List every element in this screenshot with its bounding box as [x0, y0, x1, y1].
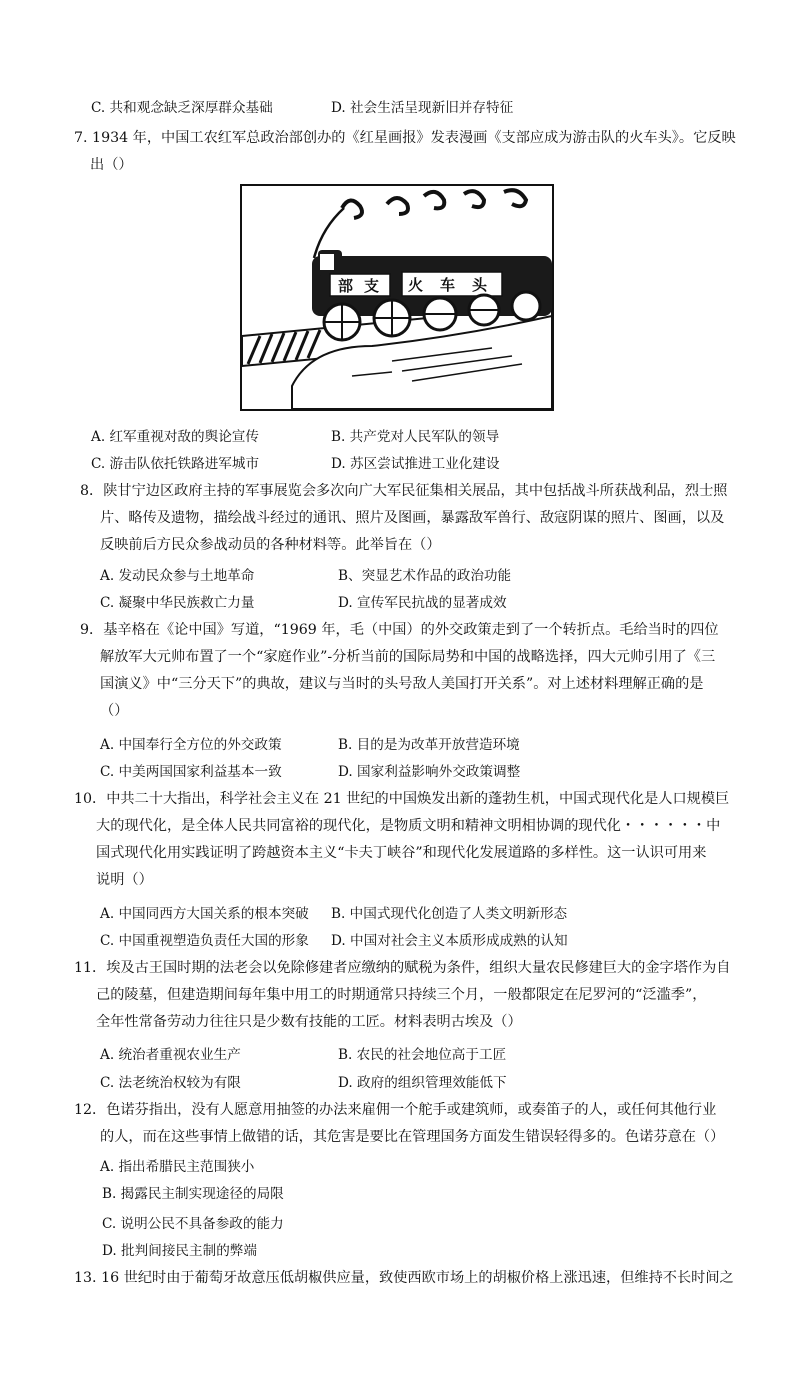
q9-option-d: D. 国家利益影响外交政策调整: [338, 764, 521, 780]
smoke-curl: [387, 198, 408, 214]
q11-stem-line-3: 全年性常备劳动力往往只是少数有技能的工匠。材料表明古埃及（）: [96, 1014, 522, 1030]
q6-option-c: C. 共和观念缺乏深厚群众基础: [91, 100, 273, 116]
q8-stem-line-2: 片、略传及遗物，描绘战斗经过的通讯、照片及图画，暴露敌军兽行、敌寇阴谋的照片、图画，以及: [100, 510, 725, 526]
q11-option-d: D. 政府的组织管理效能低下: [338, 1075, 507, 1091]
q11-option-a: A. 统治者重视农业生产: [100, 1047, 241, 1063]
q12-option-c: C. 说明公民不具备参政的能力: [102, 1216, 284, 1232]
train-cartoon-illustration: [242, 186, 552, 409]
q11-option-c: C. 法老统治权较为有限: [100, 1075, 241, 1091]
q9-stem-line-4: （）: [100, 703, 129, 719]
q9-option-a: A. 中国奉行全方位的外交政策: [100, 737, 282, 753]
q8-option-d: D. 宣传军民抗战的显著成效: [338, 595, 507, 611]
q10-stem-line-3: 国式现代化用实践证明了跨越资本主义“卡夫丁峡谷”和现代化发展道路的多样性。这一认识可用来: [96, 845, 707, 861]
q7-option-d: D. 苏区尝试推进工业化建设: [331, 456, 500, 472]
car-label-1: 支: [364, 277, 380, 295]
q10-option-b: B. 中国式现代化创造了人类文明新形态: [331, 906, 568, 922]
q10-option-a: A. 中国同西方大国关系的根本突破: [100, 906, 309, 922]
q7-stem-line-1: 7. 1934 年，中国工农红军总政治部创办的《红星画报》发表漫画《支部应成为游击队的火车头》。它反映: [74, 130, 736, 146]
loco-label: 部: [338, 277, 354, 295]
q7-option-a: A. 红军重视对敌的舆论宣传: [91, 429, 259, 445]
q12-stem-line-2: 的人，而在这些事情上做错的话，其危害是要比在管理国务方面发生错误轻得多的。色诺芬意在（）: [100, 1129, 725, 1145]
car-label-4: 头: [472, 276, 488, 294]
q10-option-d: D. 中国对社会主义本质形成成熟的认知: [331, 933, 568, 949]
q7-stem-line-2: 出（）: [90, 157, 133, 173]
smoke-curl: [504, 190, 526, 206]
q10-stem-line-1: 10．中共二十大指出，科学社会主义在 21 世纪的中国焕发出新的蓬勃生机，中国式现代化是人口规模巨: [74, 791, 730, 807]
q8-option-c: C. 凝聚中华民族救亡力量: [100, 595, 255, 611]
q13-stem-line-1: 13. 16 世纪时由于葡萄牙故意压低胡椒供应量，致使西欧市场上的胡椒价格上涨迅速，但维持不长时间之: [74, 1270, 734, 1286]
q7-option-b: B. 共产党对人民军队的领导: [331, 429, 500, 445]
smoke-curl: [424, 192, 444, 209]
q8-stem-line-1: 8．陕甘宁边区政府主持的军事展览会多次向广大军民征集相关展品，其中包括战斗所获战利品，烈士照: [80, 483, 728, 499]
q10-option-c: C. 中国重视塑造负责任大国的形象: [100, 933, 309, 949]
q9-stem-line-3: 国演义》中“三分天下”的典故，建议与当时的头号敌人美国打开关系”。对上述材料理解正确的是: [100, 676, 704, 692]
q6-option-d: D. 社会生活呈现新旧并存特征: [331, 100, 514, 116]
q11-stem-line-1: 11．埃及古王国时期的法老会以免除修建者应缴纳的赋税为条件，组织大量农民修建巨大的金字塔作为自: [74, 960, 731, 976]
q8-stem-line-3: 反映前后方民众参战动员的各种材料等。此举旨在（）: [100, 537, 441, 553]
q12-option-a: A. 指出希腊民主范围狭小: [100, 1159, 255, 1175]
smoke-curl: [342, 200, 362, 218]
q9-stem-line-1: 9．基辛格在《论中国》写道，“1969 年，毛（中国）的外交政策走到了一个转折点。毛给当时的四位: [80, 622, 719, 638]
smoke-curl: [464, 191, 484, 207]
q11-option-b: B. 农民的社会地位高于工匠: [338, 1047, 507, 1063]
q12-stem-line-1: 12．色诺芬指出，没有人愿意用抽签的办法来雇佣一个舵手或建筑师，或奏笛子的人，或任何其他行业: [74, 1102, 717, 1118]
q8-option-b: B、突显艺术作品的政治功能: [338, 568, 512, 584]
q10-stem-line-4: 说明（）: [96, 872, 153, 888]
q10-stem-line-2: 大的现代化，是全体人民共同富裕的现代化，是物质文明和精神文明相协调的现代化・・・・・・中: [96, 818, 721, 834]
q7-cartoon-image: [240, 184, 554, 411]
q9-option-c: C. 中美两国国家利益基本一致: [100, 764, 282, 780]
q12-option-d: D. 批判间接民主制的弊端: [102, 1243, 257, 1259]
car-label-3: 车: [440, 276, 456, 294]
q9-option-b: B. 目的是为改革开放营造环境: [338, 737, 520, 753]
q8-option-a: A. 发动民众参与土地革命: [100, 568, 255, 584]
q12-option-b: B. 揭露民主制实现途径的局限: [102, 1186, 284, 1202]
q9-stem-line-2: 解放军大元帅布置了一个“家庭作业”-分析当前的国际局势和中国的战略选择，四大元帅引用了《三: [100, 649, 716, 665]
car-label-2: 火: [408, 276, 424, 294]
q11-stem-line-2: 己的陵墓，但建造期间每年集中用工的时期通常只持续三个月，一般都限定在尼罗河的“泛滥季”，: [96, 987, 707, 1003]
q7-option-c: C. 游击队依托铁路进军城市: [91, 456, 260, 472]
